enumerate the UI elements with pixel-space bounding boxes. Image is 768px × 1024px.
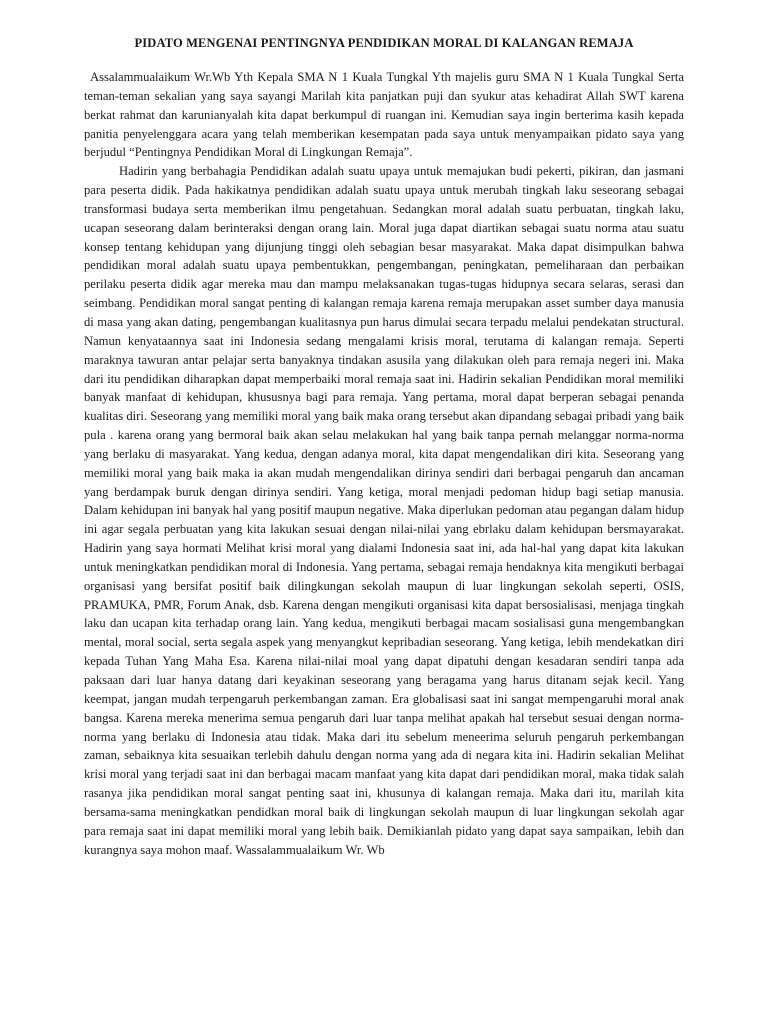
document-body [84,68,684,859]
paragraph-main: Hadirin yang berbahagia Pendidikan adalah suatu upaya untuk memajukan budi pekerti, pikiran, dan jasmani para peserta didik. Pada hakikatnya pendidikan adalah suatu upaya untuk merubah tingkah laku seseorang sebagai transformasi budaya serta memberikan ilmu pengetahuan. Sedangkan moral adalah suatu perbuatan, tingkah laku, ucapan seseorang dalam berinteraksi dengan orang lain. Moral juga dapat diartikan sebagai suatu norma atau suatu konsep tentang kehidupan yang dijunjung tinggi oleh sebagian besar masyarakat. Maka dapat disimpulkan bahwa pendidikan moral adalah suatu upaya pembentukkan, pengembangan, peningkatan, pemeliharaan dan perbaikan perilaku peserta didik agar mereka mau dan mampu melaksanakan tugas-tugas hidupnya secara selaras, serasi dan seimbang. Pendidikan moral sangat penting di kalangan remaja karena remaja merupakan asset sumber daya manusia di masa yang akan dating, pengembangan kualitasnya pun harus dimulai secara terpadu melalui pendekatan structural. Namun kenyataannya saat ini Indonesia sedang mengalami krisis moral, terutama di kalangan remaja. Seperti maraknya tawuran antar pelajar serta banyaknya tindakan asusila yang dilakukan oleh para remaja negeri ini. Maka dari itu pendidikan diharapkan dapat memperbaiki moral remaja saat ini. Hadirin sekalian Pendidikan moral memiliki banyak manfaat di kehidupan, khususnya bagi para remaja. Yang pertama, moral dapat berperan sebagai penanda kualitas diri. Seseorang yang memiliki moral yang baik maka orang tersebut akan dipandang sebagai pribadi yang baik pula . karena orang yang bermoral baik akan selau melakukan hal yang baik tanpa pernah melanggar norma-norma yang berlaku di masyarakat. Yang kedua, dengan adanya moral, kita dapat mengendalikan diri kita. Seseorang yang memiliki moral yang baik maka ia akan mudah mengendalikan dirinya sendiri dari berbagai pengaruh dan ancaman yang berdampak buruk dengan dirinya sendiri. Yang ketiga, moral menjadi pedoman hidup bagi setiap manusia. Dalam kehidupan ini banyak hal yang positif maupun negative. Maka diperlukan pedoman atau pegangan dalam hidup ini agar segala perbuatan yang kita lakukan sesuai dengan nilai-nilai yang ebrlaku dalam kehidupan bersmayarakat. Hadirin yang saya hormati Melihat krisi moral yang dialami Indonesia saat ini, ada hal-hal yang dapat kita lakukan untuk meningkatkan pendidikan moral di Indonesia. Yang pertama, sebagai remaja hendaknya kita mengikuti berbagai organisasi yang bersifat positif baik dilingkungan sekolah maupun di luar lingkungan sekolah seperti, OSIS, PRAMUKA, PMR, Forum Anak, dsb. Karena dengan mengikuti organisasi kita dapat bersosialisasi, menjaga tingkah laku dan ucapan kita terhadap orang lain. Yang kedua, mengikuti berbagai macam sosialisasi guna mengembangkan mental, moral social, serta segala aspek yang menyangkut kepribadian seseorang. Yang ketiga, lebih mendekatkan diri kepada Tuhan Yang Maha Esa. Karena nilai-nilai moal yang dapat dipatuhi dengan kesadaran sendiri tanpa ada paksaan dari luar hanya datang dari keyakinan seseorang yang beragama yang harus ditanam sejak kecil. Yang keempat, jangan mudah terpengaruh perkembangan zaman. Era globalisasi saat ini sangat mempengaruhi moral anak bangsa. Karena mereka menerima semua pengaruh dari luar tanpa melihat apakah hal tersebut sesuai dengan norma-norma yang berlaku di Indonesia atau tidak. Maka dari itu sebelum meneerima seluruh pengaruh perkembangan zaman, sebaiknya kita sesuaikan terlebih dahulu dengan norma yang ada di negara kita ini. Hadirin sekalian Melihat krisi moral yang terjadi saat ini dan berbagai macam manfaat yang kita dapat dari pendidikan moral, maka tidak salah rasanya jika pendidikan moral sangat penting saat ini, khusunya di kalangan remaja. Maka dari itu, marilah kita bersama-sama meningkatkan pendidkan moral baik di lingkungan sekolah maupun di luar lingkungan sekolah agar para remaja saat ini dapat memiliki moral yang lebih baik. Demikianlah pidato yang dapat saya sampaikan, lebih dan kurangnya saya mohon maaf. Wassalammualaikum Wr. Wb [84,164,684,857]
document-title: PIDATO MENGENAI PENTINGNYA PENDIDIKAN MORAL DI KALANGAN REMAJA [134,36,634,50]
paragraph-opening: Assalammualaikum Wr.Wb Yth Kepala SMA N 1 Kuala Tungkal Yth majelis guru SMA N 1 Kuala Tungkal Serta teman-teman sekalian yang saya sayangi Marilah kita panjatkan puji dan syukur atas kehadirat Allah SWT karena berkat rahmat dan karunianyalah kita dapat berkumpul di ruangan ini. Kemudian saya ingin berterima kasih kepada panitia penyelenggara acara yang telah memberikan kesempatan pada saya untuk menyampaikan pidato saya yang berjudul “Pentingnya Pendidikan Moral di Lingkungan Remaja”. [84,70,684,160]
